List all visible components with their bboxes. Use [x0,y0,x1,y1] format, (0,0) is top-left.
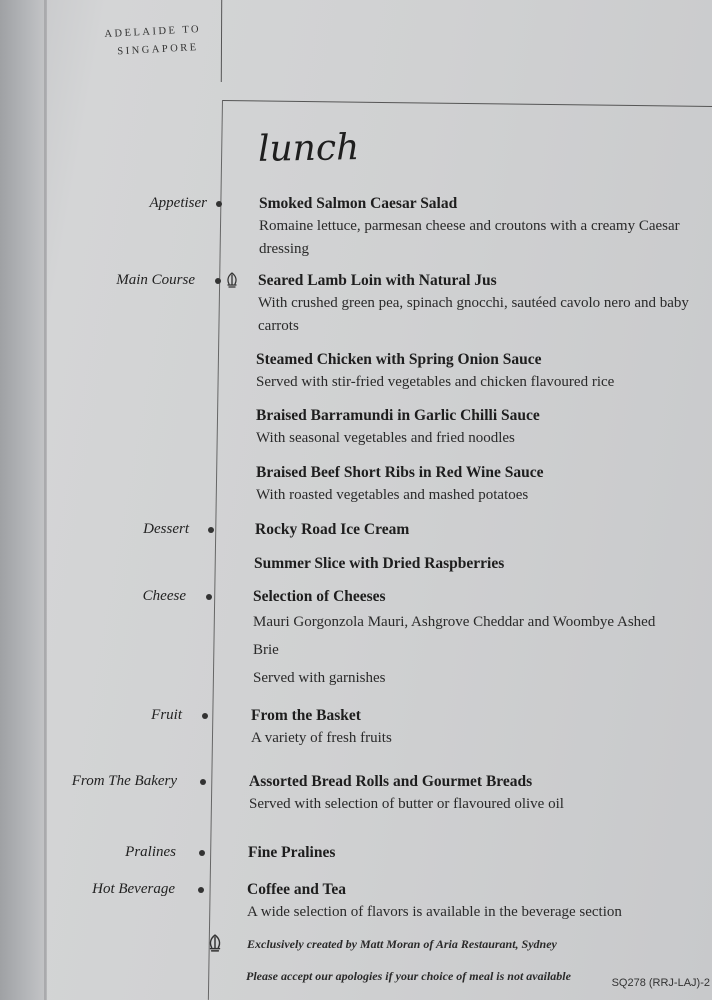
dish-name: Seared Lamb Loin with Natural Jus [258,272,497,289]
apology-footnote: Please accept our apologies if your choice of meal is not available [246,969,571,983]
timeline-rule [208,100,223,1000]
dish-description: dressing [259,241,309,257]
dish-name: Summer Slice with Dried Raspberries [254,555,505,572]
chef-signature-icon [206,934,224,952]
dish-description: With crushed green pea, spinach gnocchi, sautéed cavolo nero and baby [258,295,689,311]
course-category: Main Course [116,272,195,288]
menu-item [256,405,702,450]
dish-name: Steamed Chicken with Spring Onion Sauce [256,351,542,368]
menu-item [249,771,702,816]
course-category: Hot Beverage [92,881,175,897]
dish-name: Selection of Cheeses [253,588,386,605]
course-category: Pralines [125,844,176,860]
course-marker [206,594,212,600]
dish-description: A wide selection of flavors is available in the beverage section [247,904,622,920]
course-category: Fruit [151,707,182,723]
route-label [104,20,226,62]
menu-item [256,462,702,507]
dish-name: Rocky Road Ice Cream [255,521,410,538]
route-origin: ADELAIDE TO [104,23,202,40]
menu-item [259,193,702,261]
page-fold [0,0,46,1000]
dish-description: Romaine lettuce, parmesan cheese and croutons with a creamy Caesar [259,218,680,234]
course-category: Dessert [143,521,189,537]
menu-item [256,349,702,394]
header-divider [221,0,222,82]
dish-name: Smoked Salmon Caesar Salad [259,195,458,212]
dish-description: With seasonal vegetables and fried noodles [256,430,515,446]
chef-signature-icon [224,272,240,288]
course-marker [199,850,205,856]
page-fold-shadow [44,0,47,1000]
dish-description: Served with selection of butter or flavoured olive oil [249,796,564,812]
menu-item [247,879,702,924]
dish-name: Fine Pralines [248,844,336,861]
dish-description: A variety of fresh fruits [251,730,392,746]
dish-name: Assorted Bread Rolls and Gourmet Breads [249,773,533,790]
meal-heading: lunch [257,127,360,170]
dish-description: Brie [253,642,279,658]
menu-code: SQ278 (RRJ-LAJ)-2 [611,977,710,989]
menu-item [258,270,702,338]
dish-description: Served with stir-fried vegetables and chicken flavoured rice [256,374,615,390]
course-marker [208,527,214,533]
menu-item [248,842,702,864]
course-marker [200,779,206,785]
course-category: Appetiser [149,195,207,211]
frame-top-rule [222,100,712,107]
dish-description: With roasted vegetables and mashed potatoes [256,487,529,503]
menu-item [254,553,702,575]
course-marker [198,887,204,893]
course-marker [215,278,221,284]
dish-description: Served with garnishes [253,670,386,686]
dish-name: From the Basket [251,707,361,724]
course-marker [202,713,208,719]
dish-name: Braised Barramundi in Garlic Chilli Sauce [256,407,540,424]
course-marker [216,201,222,207]
course-category: From The Bakery [71,773,177,789]
menu-item [255,519,702,541]
dish-description: carrots [258,318,299,334]
menu-item [253,586,702,692]
route-destination: SINGAPORE [117,42,199,58]
dish-description: Mauri Gorgonzola Mauri, Ashgrove Cheddar and Woombye Ashed [253,614,656,630]
course-category: Cheese [142,588,186,604]
dish-name: Braised Beef Short Ribs in Red Wine Sauce [256,464,544,481]
dish-name: Coffee and Tea [247,881,347,898]
menu-item [251,705,702,750]
chef-footnote: Exclusively created by Matt Moran of Aria Restaurant, Sydney [247,937,557,951]
